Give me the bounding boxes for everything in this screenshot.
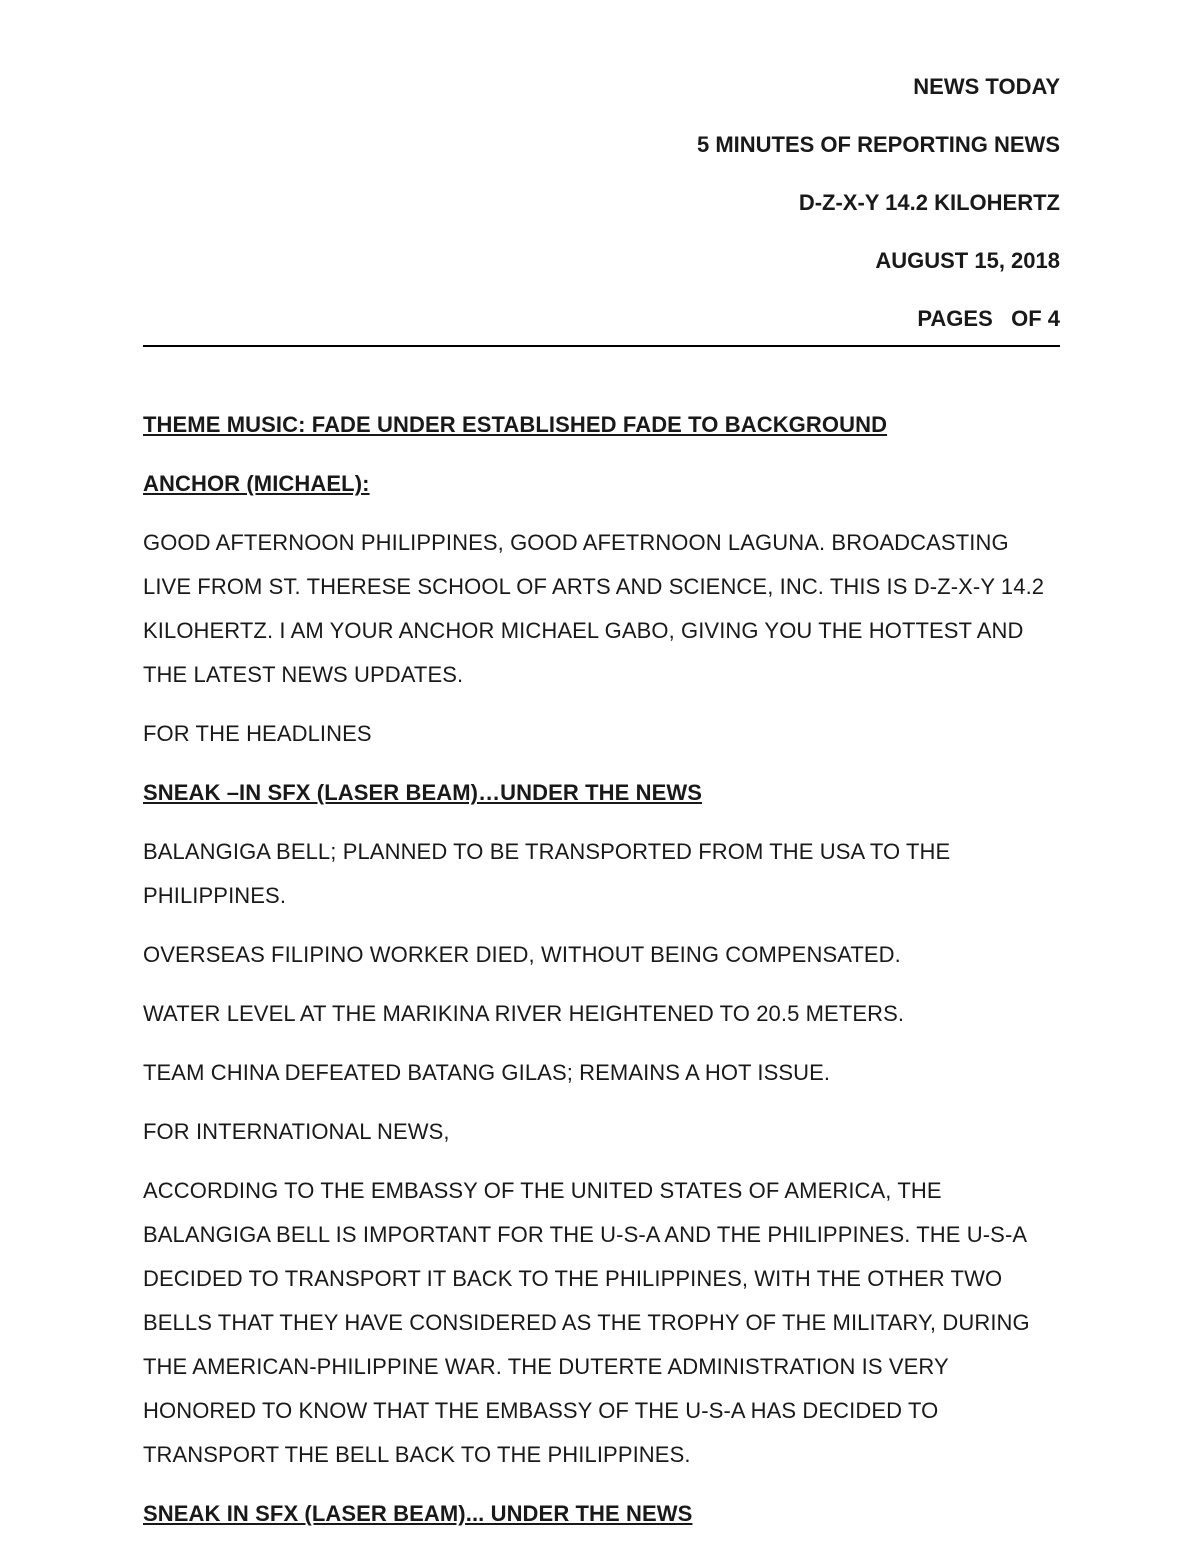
header-line-station: D-Z-X-Y 14.2 KILOHERTZ xyxy=(798,190,1060,215)
headline-ofw: OVERSEAS FILIPINO WORKER DIED, WITHOUT BEING COMPENSATED. xyxy=(143,942,901,967)
paragraph-intl-story: ACCORDING TO THE EMBASSY OF THE UNITED STATES OF AMERICA, THE BALANGIGA BELL IS IMPORTANT FOR THE U-S-A AND THE PHILIPPINES. THE U-S-A DECIDED TO TRANSPORT IT BACK TO THE PHILIPPINES, WITH THE OTHER TWO BELLS THAT THEY HAVE CONSIDERED AS THE TROPHY OF THE MILITARY, DURING THE AMERICAN-PHILIPPINE WAR. THE DUTERTE ADMINISTRATION IS VERY HONORED TO KNOW THAT THE EMBASSY OF THE U-S-A HAS DECIDED TO TRANSPORT THE BELL BACK TO THE PHILIPPINES. xyxy=(143,1178,1030,1467)
paragraph-headlines: FOR THE HEADLINES xyxy=(143,721,372,746)
headline-marikina: WATER LEVEL AT THE MARIKINA RIVER HEIGHTENED TO 20.5 METERS. xyxy=(143,1001,905,1026)
headline-balangiga: BALANGIGA BELL; PLANNED TO BE TRANSPORTED FROM THE USA TO THE PHILIPPINES. xyxy=(143,839,951,908)
document-header xyxy=(143,74,1060,331)
header-line-pages: PAGES OF 4 xyxy=(917,306,1060,331)
header-divider xyxy=(143,345,1060,347)
headline-team-china: TEAM CHINA DEFEATED BATANG GILAS; REMAINS A HOT ISSUE. xyxy=(143,1060,831,1085)
header-line-subtitle: 5 MINUTES OF REPORTING NEWS xyxy=(696,132,1060,157)
header-line-title: NEWS TODAY xyxy=(913,74,1060,99)
script-body xyxy=(143,403,1060,1536)
cue-sneak-in-sfx-2: SNEAK IN SFX (LASER BEAM)... UNDER THE NEWS xyxy=(143,1501,693,1526)
paragraph-intro: GOOD AFTERNOON PHILIPPINES, GOOD AFETRNOON LAGUNA. BROADCASTING LIVE FROM ST. THERESE SCHOOL OF ARTS AND SCIENCE, INC. THIS IS D-Z-X-Y 14.2 KILOHERTZ. I AM YOUR ANCHOR MICHAEL GABO, GIVING YOU THE HOTTEST AND THE LATEST NEWS UPDATES. xyxy=(143,530,1045,687)
cue-sneak-in-sfx-1: SNEAK –IN SFX (LASER BEAM)…UNDER THE NEWS xyxy=(143,780,703,805)
cue-anchor-michael: ANCHOR (MICHAEL): xyxy=(143,471,370,496)
header-line-date: AUGUST 15, 2018 xyxy=(875,248,1060,273)
paragraph-intl-lead: FOR INTERNATIONAL NEWS, xyxy=(143,1119,450,1144)
cue-theme-music: THEME MUSIC: FADE UNDER ESTABLISHED FADE TO BACKGROUND xyxy=(143,412,888,437)
